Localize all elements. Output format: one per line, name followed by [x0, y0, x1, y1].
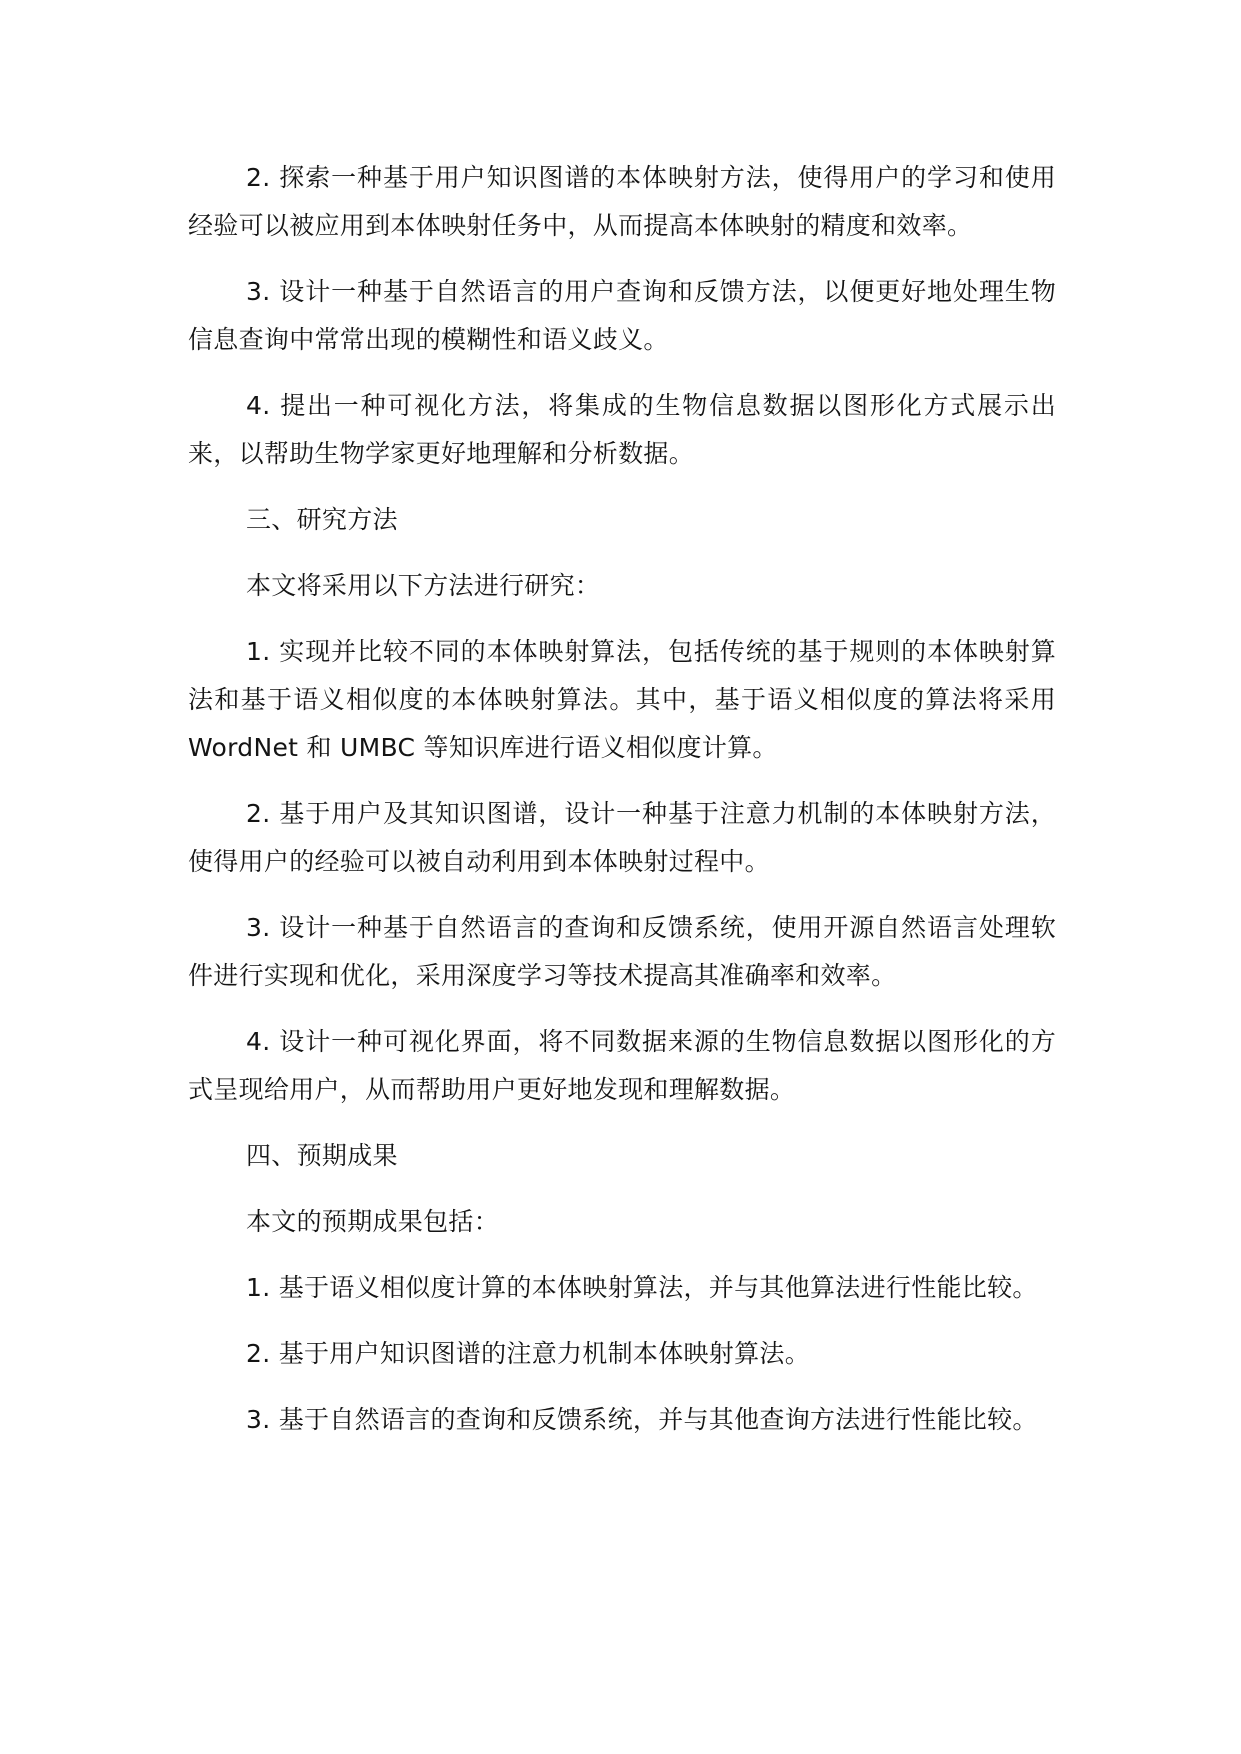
paragraph-outcome-1: 1. 基于语义相似度计算的本体映射算法，并与其他算法进行性能比较。 — [246, 1273, 1038, 1302]
paragraph-method-1: 1. 实现并比较不同的本体映射算法，包括传统的基于规则的本体映射算法和基于语义相似度的本体映射算法。其中，基于语义相似度的算法将采用 WordNet 和 UMBC 等知识库进行语义相似度计算。 — [188, 637, 1056, 762]
paragraph-method-3: 3. 设计一种基于自然语言的查询和反馈系统，使用开源自然语言处理软件进行实现和优化，采用深度学习等技术提高其准确率和效率。 — [188, 913, 1056, 990]
paragraph-objective-2: 2. 探索一种基于用户知识图谱的本体映射方法，使得用户的学习和使用经验可以被应用到本体映射任务中，从而提高本体映射的精度和效率。 — [188, 163, 1056, 240]
section-heading-methods: 三、研究方法 — [246, 505, 398, 534]
section-heading-outcomes: 四、预期成果 — [246, 1141, 398, 1170]
paragraph-outcome-3: 3. 基于自然语言的查询和反馈系统，并与其他查询方法进行性能比较。 — [246, 1405, 1038, 1434]
paragraph-outcome-2: 2. 基于用户知识图谱的注意力机制本体映射算法。 — [246, 1339, 811, 1368]
paragraph-outcomes-intro: 本文的预期成果包括： — [246, 1207, 500, 1236]
paragraph-objective-4: 4. 提出一种可视化方法，将集成的生物信息数据以图形化方式展示出来，以帮助生物学家更好地理解和分析数据。 — [188, 391, 1056, 468]
paragraph-method-2: 2. 基于用户及其知识图谱，设计一种基于注意力机制的本体映射方法，使得用户的经验可以被自动利用到本体映射过程中。 — [188, 799, 1056, 876]
document-body — [188, 154, 1056, 1462]
paragraph-methods-intro: 本文将采用以下方法进行研究： — [246, 571, 601, 600]
paragraph-objective-3: 3. 设计一种基于自然语言的用户查询和反馈方法，以便更好地处理生物信息查询中常常出现的模糊性和语义歧义。 — [188, 277, 1056, 354]
paragraph-method-4: 4. 设计一种可视化界面，将不同数据来源的生物信息数据以图形化的方式呈现给用户，从而帮助用户更好地发现和理解数据。 — [188, 1027, 1056, 1104]
